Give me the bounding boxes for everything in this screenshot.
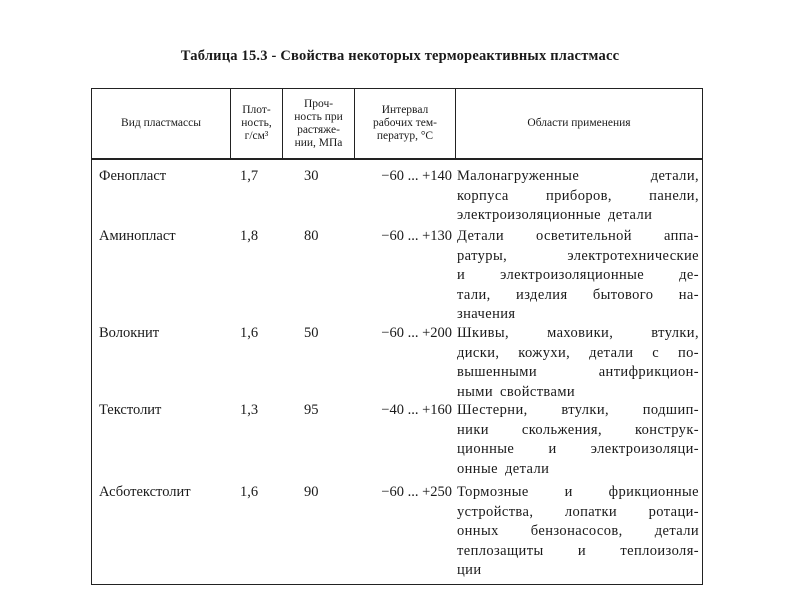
applications-cell [457, 324, 699, 402]
applications-cell [457, 167, 699, 226]
strength-value: 30 [304, 168, 319, 184]
applications-line: ники скольжения, конструк- [457, 421, 699, 438]
header-label: Интервал рабочих тем- ператур, °С [373, 104, 437, 142]
applications-line: электроизоляционные детали [457, 207, 653, 224]
applications-line: диски, кожухи, детали с по- [457, 344, 699, 361]
applications-line: ции [457, 562, 482, 579]
header-label: Плот- ность, г/см³ [241, 104, 272, 142]
applications-line: корпуса приборов, панели, [457, 187, 699, 204]
header-temperature [355, 89, 456, 158]
density-value: 1,6 [240, 484, 259, 500]
header-label: Области применения [527, 117, 631, 129]
applications-cell [457, 227, 699, 325]
applications-line: значения [457, 306, 516, 323]
applications-line: устройства, лопатки ротаци- [457, 503, 699, 520]
applications-cell [457, 401, 699, 479]
temperature-range: −40 ... +160 [381, 402, 452, 418]
temperature-range: −60 ... +140 [381, 168, 452, 184]
applications-line: Шкивы, маховики, втулки, [457, 325, 699, 341]
applications-line: Шестерни, втулки, подшип- [457, 402, 699, 418]
plastic-name: Асботекстолит [99, 484, 191, 500]
header-strength [283, 89, 355, 158]
applications-cell [457, 483, 699, 581]
temperature-range: −60 ... +250 [381, 484, 452, 500]
density-value: 1,3 [240, 402, 259, 418]
strength-value: 90 [304, 484, 319, 500]
strength-value: 95 [304, 402, 319, 418]
density-value: 1,6 [240, 325, 259, 341]
plastic-name: Волокнит [99, 325, 160, 341]
density-value: 1,8 [240, 228, 259, 244]
plastic-name: Аминопласт [99, 228, 176, 244]
plastic-name: Фенопласт [99, 168, 167, 184]
applications-line: ратуры, электротехнические [457, 247, 699, 264]
table-header [92, 89, 702, 160]
temperature-range: −60 ... +200 [381, 325, 452, 341]
header-density [231, 89, 283, 158]
strength-value: 80 [304, 228, 319, 244]
header-type [92, 89, 231, 158]
header-label: Проч- ность при растяже- нии, МПа [294, 97, 343, 149]
applications-line: ционные и электроизоляци- [457, 441, 699, 458]
density-value: 1,7 [240, 168, 259, 184]
temperature-range: −60 ... +130 [381, 228, 452, 244]
applications-line: вышенными антифрикцион- [457, 364, 699, 381]
plastic-name: Текстолит [99, 402, 162, 418]
applications-line: Детали осветительной аппа- [457, 228, 699, 244]
applications-line: и электроизоляционные де- [457, 267, 699, 284]
applications-line: онные детали [457, 460, 550, 477]
applications-line: тали, изделия бытового на- [457, 286, 699, 303]
applications-line: Тормозные и фрикционные [457, 484, 699, 500]
properties-table [91, 88, 703, 585]
header-applications [456, 89, 702, 158]
applications-line: онных бензонасосов, детали [457, 523, 699, 540]
applications-line: Малонагруженные детали, [457, 168, 699, 184]
header-label: Вид пластмассы [121, 117, 201, 129]
applications-line: теплозащиты и теплоизоля- [457, 542, 699, 559]
strength-value: 50 [304, 325, 319, 341]
table-title: Таблица 15.3 - Свойства некоторых термореактивных пластмасс [180, 48, 620, 64]
applications-line: ными свойствами [457, 383, 576, 400]
